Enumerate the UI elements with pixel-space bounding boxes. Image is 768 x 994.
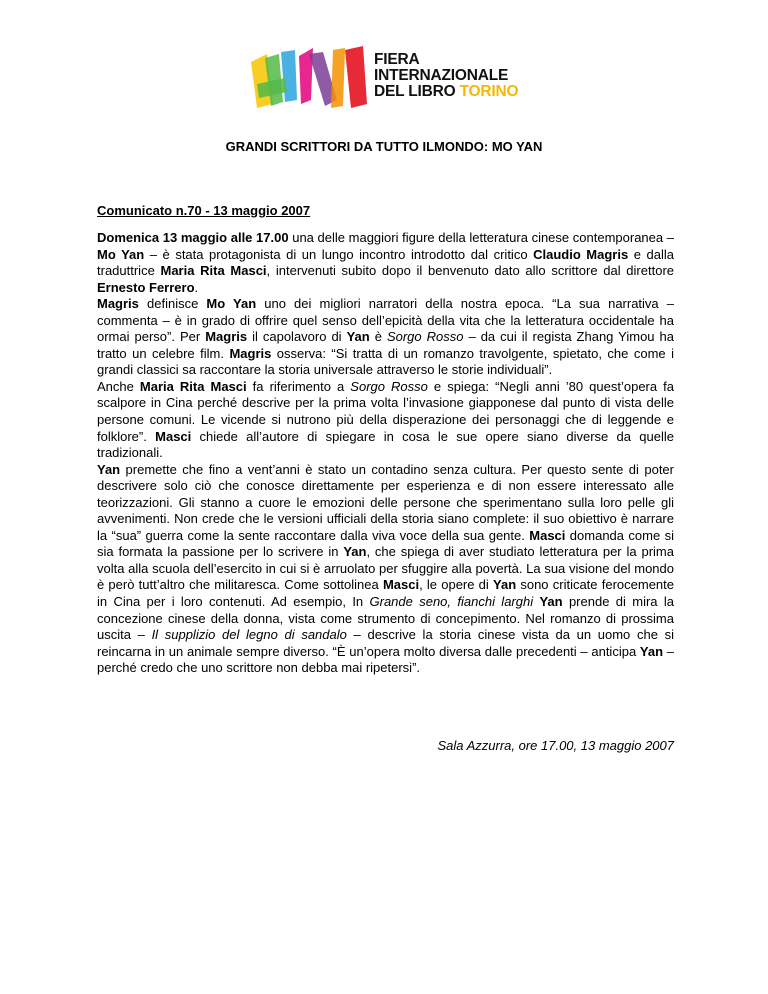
text-run: una delle maggiori figure della letteratura cinese contemporanea – (288, 230, 674, 245)
text-run: definisce (138, 296, 207, 312)
text-run: – descrive la storia cinese vista da un uomo che si reincarna in un animale sempre diverso. “È un’opera molto diversa dalle precedenti – anticipa (97, 627, 674, 659)
text-run: prende di mira la concezione cinese della donna, vista come strumento di concepimento. Nel romanzo di prossima uscita – (97, 594, 674, 643)
paragraph (97, 379, 674, 462)
bold-name: Yan (639, 643, 664, 659)
text-run: osserva: “Si tratta di un romanzo travolgente, spietato, che come i grandi classici sa raccontare la storia universale attraverso le storie individuali”. (97, 345, 675, 378)
logo-line-2: INTERNAZIONALE (374, 67, 509, 84)
bold-name: Yan (346, 329, 370, 345)
bold-name: Yan (343, 544, 367, 560)
italic-title: Sorgo Rosso (386, 329, 464, 345)
logo-line-1: FIERA (374, 51, 420, 68)
text-run: , le opere di (419, 577, 494, 593)
paragraph (97, 296, 674, 379)
bold-name: Magris (97, 296, 139, 312)
text-run: uno dei migliori narratori della nostra epoca. “La sua narrativa – commenta – è in grado di offrire quel senso dell’epicità della vita che la letteratura occidentale ha ormai perso”. Per (97, 296, 674, 345)
text-run: e spiega: “Negli anni ’80 quest’opera fa scalpore in Cina perché descrive per la prima volta l’invasione giapponese dal punto di vista delle persone comuni. Le vicende si nutrono più della disperazione dei personaggi che di leggende e folklore”. (97, 378, 674, 444)
text-run: – da cui il regista Zhang Yimou ha tratto un celebre film. (97, 329, 674, 361)
text-run: sono criticate ferocemente in Cina per i loro contenuti. Ad esempio, In (97, 577, 674, 610)
logo-stripes-icon (245, 44, 375, 114)
paragraph (97, 462, 674, 677)
text-run: premette che fino a vent’anni è stato un contadino senza cultura. Per questo sente di poter descrivere solo ciò che conosce direttamente per esperienza e di non essere interessato alle teorizzazioni. Gli stanno a cuore le emozioni delle persone che sperimentano sulla loro pelle gli avvenimenti. Non crede che le versioni ufficiali della storia siano complete: il suo obiettivo è narrare la “sua” guerra come la sente raccontare dalla viva voce della sua gente. (97, 461, 674, 543)
fiera-logo (245, 44, 545, 114)
page-title: GRANDI SCRITTORI DA TUTTO ILMONDO: MO YAN (225, 139, 543, 154)
bold-name: Mo Yan (97, 246, 145, 262)
logo-stripe (331, 48, 345, 108)
text-run: e dalla traduttrice (97, 246, 675, 279)
italic-title: Grande seno, fianchi larghi (369, 594, 534, 610)
bold-name: Masci (529, 527, 566, 543)
logo-line-3b: TORINO (459, 83, 519, 100)
text-run: è (369, 329, 387, 345)
bold-name: Magris (229, 345, 272, 361)
event-location-date: Sala Azzurra, ore 17.00, 13 maggio 2007 (437, 738, 674, 753)
logo-stripe (281, 50, 297, 102)
bold-name: Mo Yan (206, 296, 257, 312)
article-body (97, 230, 674, 677)
press-release-number: Comunicato n.70 - 13 maggio 2007 (97, 203, 311, 218)
bold-name: Maria Rita Masci (139, 378, 247, 394)
logo-wordmark (374, 52, 518, 100)
logo-stripe (345, 46, 367, 108)
bold-name: Yan (539, 594, 563, 610)
bold-name: Masci (155, 428, 192, 444)
text-run: domanda come si sia formata la passione per lo scrivere in (97, 527, 674, 560)
text-run: – perché credo che uno scrittore non debba mai ripetersi”. (97, 643, 674, 676)
logo-line-3 (374, 84, 518, 100)
text-run: fa riferimento a (246, 378, 351, 394)
bold-name: Maria Rita Masci (160, 263, 267, 279)
bold-name: Claudio Magris (533, 246, 629, 262)
text-run: – è stata protagonista di un lungo incontro introdotto dal critico (144, 246, 534, 262)
text-run: , intervenuti subito dopo il benvenuto dato allo scrittore dal direttore (266, 263, 674, 279)
bold-name: Yan (493, 577, 517, 593)
text-run: Anche (97, 378, 140, 394)
bold-name: Masci (382, 577, 420, 593)
text-run: chiede all’autore di spiegare in cosa le sue opere siano diverse da quelle tradizionali. (97, 428, 674, 461)
paragraph (97, 230, 674, 296)
italic-title: Sorgo Rosso (350, 378, 428, 394)
text-run: , che spiega di aver studiato letteratura per la prima volta alla scuola dell’esercito in cui si è arruolato per sfuggire alla povertà. La sua visione del mondo è però tutt’altro che militaresca. Come sottolinea (97, 544, 674, 593)
text-run: il capolavoro di (247, 329, 347, 345)
bold-name: Yan (97, 461, 121, 477)
logo-line-3a: DEL LIBRO (374, 83, 456, 100)
italic-title: Il supplizio del legno di sandalo (151, 627, 347, 643)
bold-name: Domenica 13 maggio alle 17.00 (97, 230, 289, 245)
bold-name: Ernesto Ferrero (97, 279, 195, 295)
text-run: . (194, 279, 199, 295)
bold-name: Magris (205, 329, 248, 345)
